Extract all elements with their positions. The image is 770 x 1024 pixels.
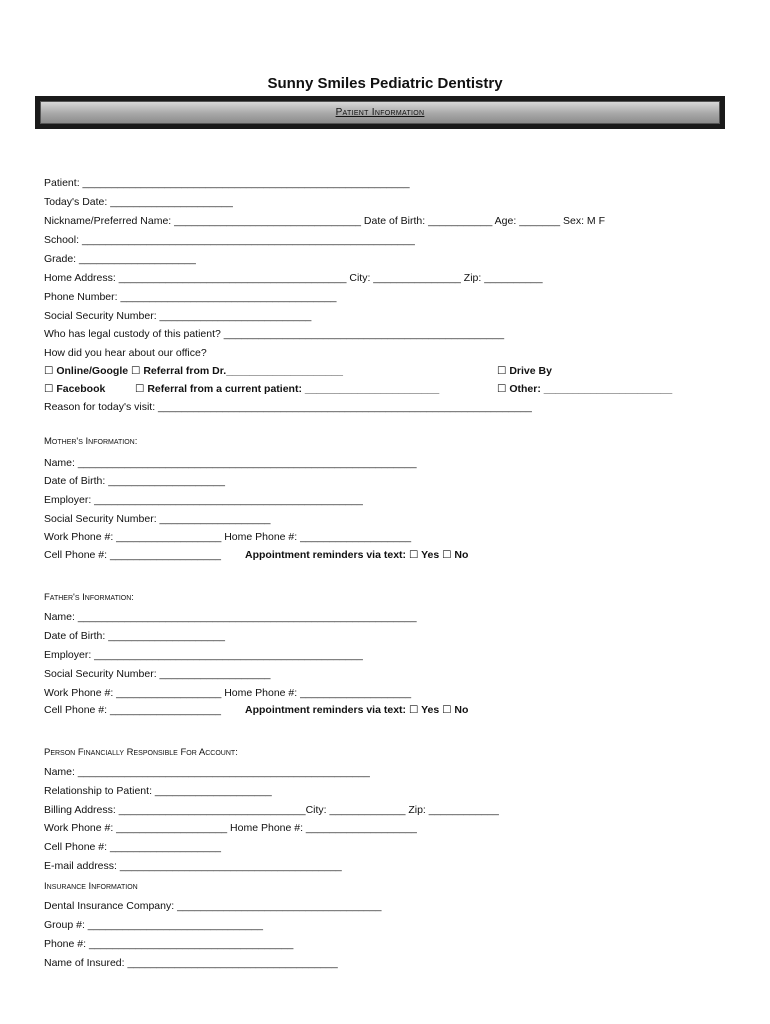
visit-reason-field[interactable]: Reason for today's visit: ________________________________________________________________ xyxy=(44,401,532,413)
father-name-field[interactable]: Name: __________________________________________________________ xyxy=(44,611,417,623)
mother-section-heading: Mother's Information: xyxy=(44,436,138,447)
banner-label: Patient Information xyxy=(40,101,720,124)
insured-name-field[interactable]: Name of Insured: ____________________________________ xyxy=(44,957,338,969)
checkbox-facebook[interactable]: ☐ Facebook xyxy=(44,383,106,395)
financial-section-heading: Person Financially Responsible For Account: xyxy=(44,747,238,758)
financial-cell-field[interactable]: Cell Phone #: ___________________ xyxy=(44,841,221,853)
mother-ssn-field[interactable]: Social Security Number: ___________________ xyxy=(44,513,271,525)
mother-cell-field[interactable]: Cell Phone #: ___________________ xyxy=(44,549,221,561)
mother-name-field[interactable]: Name: __________________________________________________________ xyxy=(44,457,417,469)
nickname-dob-age-sex-field[interactable]: Nickname/Preferred Name: ________________________________ Date of Birth: ___________ Age: _______ Sex: M F xyxy=(44,215,605,227)
billing-address-field[interactable]: Billing Address: ________________________________City: _____________ Zip: ____________ xyxy=(44,804,499,816)
father-phones-field[interactable]: Work Phone #: __________________ Home Phone #: ___________________ xyxy=(44,687,412,699)
financial-phones-field[interactable]: Work Phone #: ___________________ Home Phone #: ___________________ xyxy=(44,822,417,834)
mother-dob-field[interactable]: Date of Birth: ____________________ xyxy=(44,475,225,487)
father-cell-field[interactable]: Cell Phone #: ___________________ xyxy=(44,704,221,716)
heard-question: How did you hear about our office? xyxy=(44,347,207,359)
custody-field[interactable]: Who has legal custody of this patient? ________________________________________________ xyxy=(44,328,505,340)
patient-name-field[interactable]: Patient: ________________________________________________________ xyxy=(44,177,410,189)
group-number-field[interactable]: Group #: ______________________________ xyxy=(44,919,263,931)
father-dob-field[interactable]: Date of Birth: ____________________ xyxy=(44,630,225,642)
home-address-field[interactable]: Home Address: _______________________________________ City: _______________ Zip: __________ xyxy=(44,272,543,284)
ssn-field[interactable]: Social Security Number: __________________________ xyxy=(44,310,312,322)
father-ssn-field[interactable]: Social Security Number: ___________________ xyxy=(44,668,271,680)
grade-field[interactable]: Grade: ____________________ xyxy=(44,253,196,265)
insurance-phone-field[interactable]: Phone #: ___________________________________ xyxy=(44,938,294,950)
checkbox-drive-by[interactable]: ☐ Drive By xyxy=(497,365,552,377)
father-section-heading: Father's Information: xyxy=(44,592,134,603)
relationship-field[interactable]: Relationship to Patient: ____________________ xyxy=(44,785,272,797)
mother-employer-field[interactable]: Employer: ______________________________________________ xyxy=(44,494,363,506)
checkbox-referral-patient[interactable]: ☐ Referral from a current patient: _______________________ xyxy=(135,383,440,395)
father-reminder-checkboxes[interactable]: Appointment reminders via text: ☐ Yes ☐ No xyxy=(245,704,469,716)
mother-phones-field[interactable]: Work Phone #: __________________ Home Phone #: ___________________ xyxy=(44,531,412,543)
email-field[interactable]: E-mail address: ______________________________________ xyxy=(44,860,342,872)
insurance-section-heading: Insurance Information xyxy=(44,881,138,892)
father-employer-field[interactable]: Employer: ______________________________________________ xyxy=(44,649,363,661)
page-title: Sunny Smiles Pediatric Dentistry xyxy=(267,75,503,92)
checkbox-online-referral[interactable]: ☐ Online/Google ☐ Referral from Dr.____________________ xyxy=(44,365,343,377)
todays-date-field[interactable]: Today's Date: _____________________ xyxy=(44,196,233,208)
school-field[interactable]: School: _________________________________________________________ xyxy=(44,234,415,246)
insurance-company-field[interactable]: Dental Insurance Company: ___________________________________ xyxy=(44,900,382,912)
mother-reminder-checkboxes[interactable]: Appointment reminders via text: ☐ Yes ☐ No xyxy=(245,549,469,561)
checkbox-other[interactable]: ☐ Other: ______________________ xyxy=(497,383,673,395)
phone-number-field[interactable]: Phone Number: _____________________________________ xyxy=(44,291,337,303)
section-banner xyxy=(35,96,725,129)
financial-name-field[interactable]: Name: __________________________________________________ xyxy=(44,766,370,778)
